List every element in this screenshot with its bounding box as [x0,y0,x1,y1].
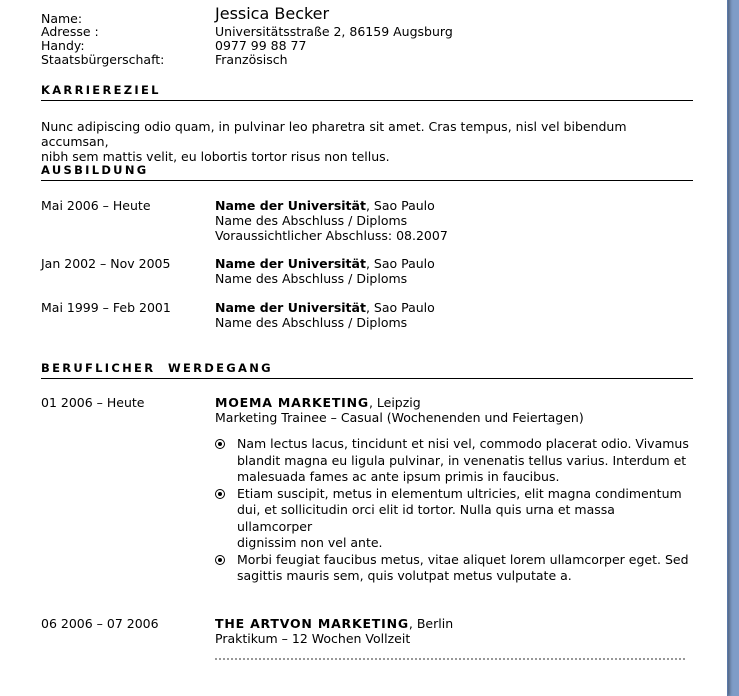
career-goal-heading: KARRIEREZIEL [41,83,693,101]
name-value: Jessica Becker [215,4,330,23]
bullet-icon [215,489,225,499]
company-city: , Leipzig [368,395,421,410]
career-goal-line-1: Nunc adipiscing odio quam, in pulvinar leo pharetra sit amet. Cras tempus, nisl vel bibendum accumsan, [41,119,627,149]
job-role: Praktikum – 12 Wochen Vollzeit [215,631,411,646]
bullet-line: dignissim non vel ante. [237,535,383,550]
list-item [215,552,693,585]
education-heading: AUSBILDUNG [41,163,693,181]
company-city: , Berlin [408,616,454,631]
degree-name: Name des Abschluss / Diploms [215,315,408,330]
education-date: Mai 1999 – Feb 2001 [41,300,171,315]
university-name: Name der Universität [215,198,366,213]
bullet-line: malesuada fames ac ante ipsum primis in faucibus. [237,469,560,484]
experience-date: 01 2006 – Heute [41,395,145,410]
university-city: , Sao Paulo [365,198,435,213]
truncated-text-line [215,658,685,663]
company-name: THE ARTVON MARKETING [215,616,409,631]
education-date: Mai 2006 – Heute [41,198,151,213]
university-name: Name der Universität [215,300,366,315]
name-label: Name: [41,11,83,26]
bullet-icon [215,439,225,449]
job-role: Marketing Trainee – Casual (Wochenenden und Feiertagen) [215,410,584,425]
career-goal-text [41,119,693,164]
experience-date: 06 2006 – 07 2006 [41,616,159,631]
bullet-line: blandit magna eu ligula pulvinar, in venenatis tellus varius. Interdum et [237,452,687,468]
address-label: Adresse : [41,24,99,39]
bullet-line: Nam lectus lacus, tincidunt et nisi vel, commodo placerat odio. Vivamus [237,436,689,451]
education-date: Jan 2002 – Nov 2005 [41,256,171,271]
university-city: , Sao Paulo [365,300,435,315]
address-value: Universitätsstraße 2, 86159 Augsburg [215,24,453,39]
experience-heading: BERUFLICHER WERDEGANG [41,361,693,379]
bullet-line: sagittis mauris sem, quis volutpat metus vulputate a. [237,568,572,583]
bullet-line: dui, et sollicitudin orci elit id tortor. Nulla quis urna et massa ullamcorper [237,502,615,534]
citizenship-value: Französisch [215,52,288,67]
phone-value: 0977 99 88 77 [215,38,307,53]
experience-bullet-list [215,436,693,585]
bullet-line: Etiam suscipit, metus in elementum ultricies, elit magna condimentum [237,485,682,501]
citizenship-label: Staatsbürgerschaft: [41,52,165,67]
university-city: , Sao Paulo [365,256,435,271]
degree-name: Name des Abschluss / Diploms [215,271,408,286]
career-goal-line-2: nibh sem mattis velit, eu lobortis tortor risus non tellus. [41,149,390,164]
degree-name: Name des Abschluss / Diploms [215,213,408,228]
list-item [215,436,693,486]
bullet-icon [215,555,225,565]
company-name: MOEMA MARKETING [215,395,369,410]
bullet-line: Morbi feugiat faucibus metus, vitae aliquet lorem ullamcorper eget. Sed [237,551,689,567]
university-name: Name der Universität [215,256,366,271]
phone-label: Handy: [41,38,85,53]
expected-graduation: Voraussichtlicher Abschluss: 08.2007 [215,228,448,243]
list-item [215,486,693,552]
